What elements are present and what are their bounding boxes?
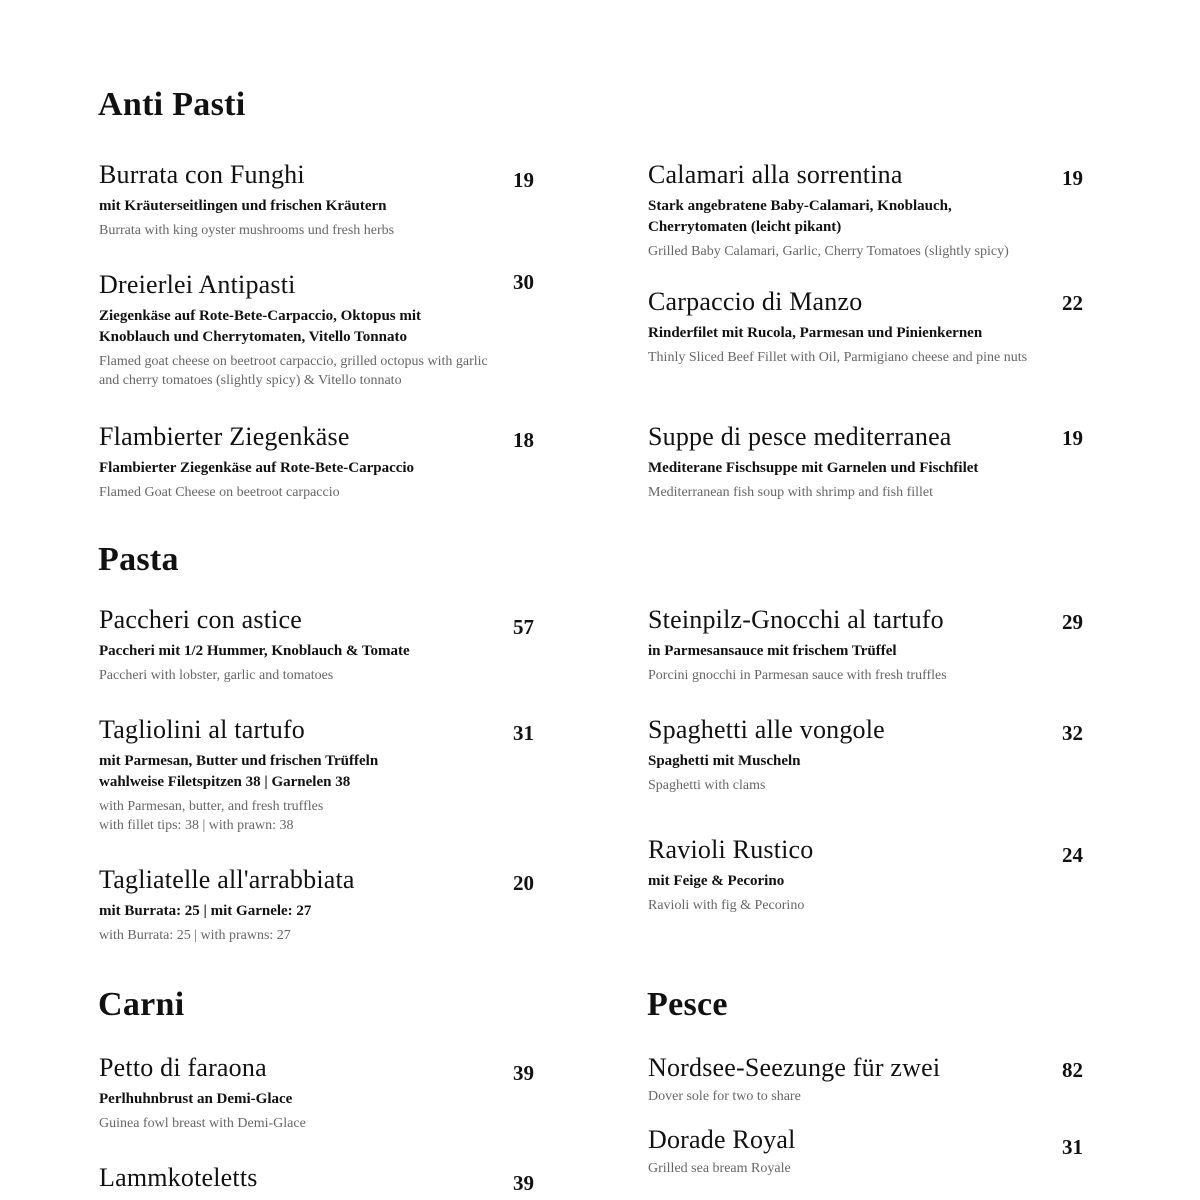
item-name: Spaghetti alle vongole bbox=[648, 715, 885, 744]
item-description-english: Dover sole for two to share bbox=[648, 1089, 801, 1104]
item-description-english: with Parmesan, butter, and fresh truffles with fillet tips: 38 | with prawn: 38 bbox=[99, 799, 324, 833]
item-price: 19 bbox=[513, 168, 534, 192]
section-title-antipasti: Anti Pasti bbox=[98, 86, 246, 123]
item-description-german: in Parmesansauce mit frischem Trüffel bbox=[648, 643, 897, 659]
item-name: Dreierlei Antipasti bbox=[99, 270, 296, 299]
item-description-english: Spaghetti with clams bbox=[648, 778, 766, 793]
item-price: 31 bbox=[1062, 1135, 1083, 1159]
item-price: 31 bbox=[513, 721, 534, 745]
menu-item bbox=[648, 287, 1083, 367]
item-price: 24 bbox=[1062, 843, 1083, 867]
item-description-english: Paccheri with lobster, garlic and tomatoes bbox=[99, 668, 334, 683]
item-description-english: Guinea fowl breast with Demi-Glace bbox=[99, 1116, 306, 1131]
menu-item bbox=[99, 1163, 534, 1193]
item-description-english: Flamed goat cheese on beetroot carpaccio, grilled octopus with garlic and cherry tomatoes (slightly spicy) & Vitello tonnato bbox=[99, 354, 488, 388]
menu-item bbox=[648, 1053, 1083, 1106]
menu-item bbox=[99, 1053, 534, 1133]
item-name: Flambierter Ziegenkäse bbox=[99, 422, 350, 451]
item-name: Ravioli Rustico bbox=[648, 835, 814, 864]
item-price: 19 bbox=[1062, 426, 1083, 450]
item-description-german: mit Feige & Pecorino bbox=[648, 873, 785, 889]
item-price: 19 bbox=[1062, 166, 1083, 190]
item-description-english: Grilled sea bream Royale bbox=[648, 1161, 791, 1176]
menu-item bbox=[99, 422, 534, 502]
section-title-pesce: Pesce bbox=[647, 986, 728, 1023]
item-price: 18 bbox=[513, 428, 534, 452]
item-description-german: Mediterane Fischsuppe mit Garnelen und Fischfilet bbox=[648, 460, 979, 476]
item-name: Tagliolini al tartufo bbox=[99, 715, 305, 744]
item-description-english: Flamed Goat Cheese on beetroot carpaccio bbox=[99, 485, 340, 500]
menu-item bbox=[648, 835, 1083, 915]
item-description-english: Mediterranean fish soup with shrimp and fish fillet bbox=[648, 485, 933, 500]
item-description-german: Spaghetti mit Muscheln bbox=[648, 753, 801, 769]
menu-item bbox=[648, 1125, 1083, 1178]
item-name: Steinpilz-Gnocchi al tartufo bbox=[648, 605, 944, 634]
item-name: Petto di faraona bbox=[99, 1053, 267, 1082]
item-description-german: mit Burrata: 25 | mit Garnele: 27 bbox=[99, 903, 312, 919]
item-price: 20 bbox=[513, 871, 534, 895]
item-name: Suppe di pesce mediterranea bbox=[648, 422, 952, 451]
item-description-german: Paccheri mit 1/2 Hummer, Knoblauch & Tomate bbox=[99, 643, 410, 659]
menu-item bbox=[648, 715, 1083, 795]
item-name: Dorade Royal bbox=[648, 1125, 796, 1154]
menu-item bbox=[99, 270, 534, 390]
item-name: Paccheri con astice bbox=[99, 605, 303, 634]
item-description-german: Ziegenkäse auf Rote-Bete-Carpaccio, Oktopus mit Knoblauch und Cherrytomaten, Vitello Tonnato bbox=[99, 308, 422, 345]
item-name: Tagliatelle all'arrabbiata bbox=[99, 865, 355, 894]
item-description-english: Ravioli with fig & Pecorino bbox=[648, 898, 805, 913]
item-price: 22 bbox=[1062, 291, 1083, 315]
item-description-german: mit Parmesan, Butter und frischen Trüffeln wahlweise Filetspitzen 38 | Garnelen 38 bbox=[99, 753, 379, 790]
menu-item bbox=[99, 605, 534, 685]
item-description-german: mit Kräuterseitlingen und frischen Kräutern bbox=[99, 198, 387, 214]
section-title-pasta: Pasta bbox=[98, 541, 179, 578]
menu-item bbox=[648, 605, 1083, 685]
item-description-english: Burrata with king oyster mushrooms und fresh herbs bbox=[99, 223, 395, 238]
item-name: Burrata con Funghi bbox=[99, 160, 305, 189]
item-price: 57 bbox=[513, 615, 534, 639]
item-price: 39 bbox=[513, 1171, 534, 1195]
item-description-english: Thinly Sliced Beef Fillet with Oil, Parmigiano cheese and pine nuts bbox=[648, 350, 1028, 365]
menu-item bbox=[648, 160, 1083, 261]
menu-item bbox=[99, 865, 534, 945]
item-price: 39 bbox=[513, 1061, 534, 1085]
item-description-german: Flambierter Ziegenkäse auf Rote-Bete-Carpaccio bbox=[99, 460, 415, 476]
item-description-german: Stark angebratene Baby-Calamari, Knoblauch, Cherrytomaten (leicht pikant) bbox=[648, 198, 952, 235]
item-name: Calamari alla sorrentina bbox=[648, 160, 903, 189]
item-price: 30 bbox=[513, 270, 534, 294]
menu-item bbox=[648, 422, 1083, 502]
item-description-english: Grilled Baby Calamari, Garlic, Cherry Tomatoes (slightly spicy) bbox=[648, 244, 1009, 259]
item-name: Nordsee-Seezunge für zwei bbox=[648, 1053, 941, 1082]
item-price: 82 bbox=[1062, 1058, 1083, 1082]
item-description-english: with Burrata: 25 | with prawns: 27 bbox=[99, 928, 291, 943]
item-name: Lammkoteletts bbox=[99, 1163, 258, 1192]
menu-item bbox=[99, 160, 534, 240]
item-price: 29 bbox=[1062, 610, 1083, 634]
item-description-german: Perlhuhnbrust an Demi-Glace bbox=[99, 1091, 293, 1107]
menu-item bbox=[99, 715, 534, 835]
item-name: Carpaccio di Manzo bbox=[648, 287, 863, 316]
item-description-german: Rinderfilet mit Rucola, Parmesan und Pinienkernen bbox=[648, 325, 983, 341]
section-title-carni: Carni bbox=[98, 986, 185, 1023]
item-description-english: Porcini gnocchi in Parmesan sauce with fresh truffles bbox=[648, 668, 947, 683]
item-price: 32 bbox=[1062, 721, 1083, 745]
